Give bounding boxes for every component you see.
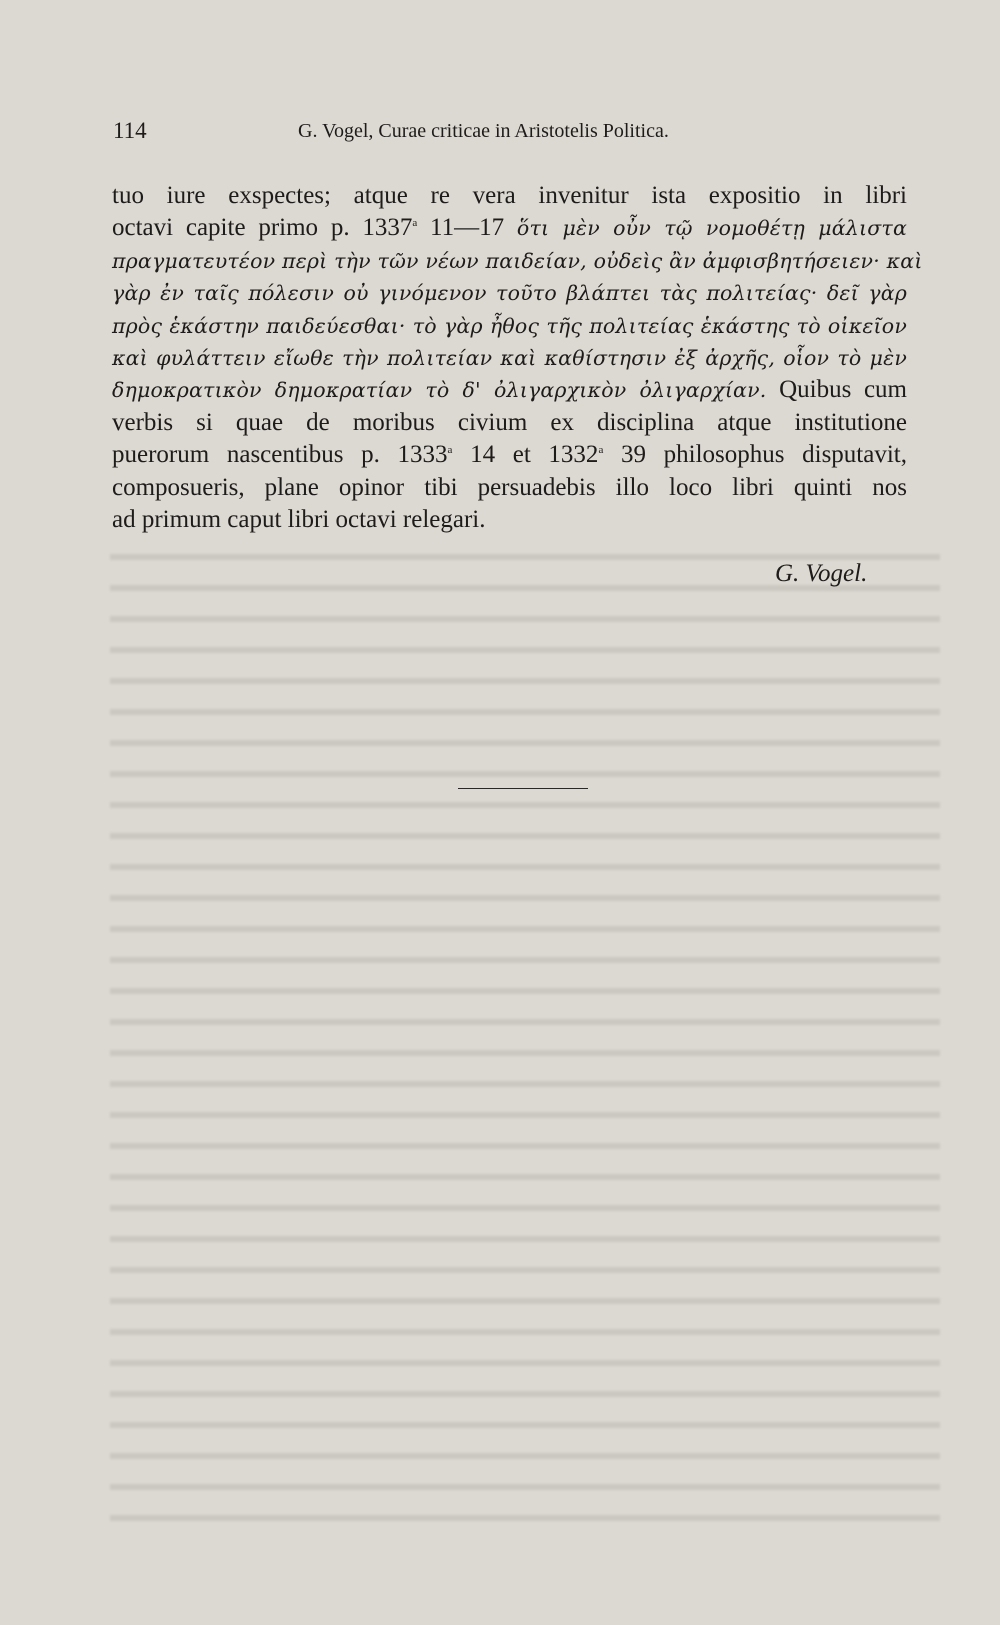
superscript: a (412, 217, 418, 230)
text-line (112, 342, 907, 374)
greek-quotation: καὶ φυλάττειν εἴωθε τὴν πολιτείαν καὶ καθίστησιν ἐξ ἀρχῆς, οἷον τὸ μὲν (112, 346, 907, 371)
text-line (112, 472, 907, 504)
superscript: a (447, 444, 453, 457)
latin-text: Quibus cum (766, 376, 907, 404)
bleed-through-texture (110, 540, 940, 1540)
text-line (112, 407, 907, 439)
latin-text: puerorum nascentibus p. 1333 (112, 441, 448, 469)
closing-rule (458, 788, 588, 789)
text-line (112, 245, 923, 277)
latin-text: tuo iure exspectes; atque re vera invenitur ista expositio in libri (112, 182, 907, 209)
superscript: a (598, 444, 604, 457)
text-line (112, 439, 907, 471)
latin-text: verbis si quae de moribus civium ex disciplina atque institutione (112, 408, 907, 436)
latin-text: octavi capite primo p. 1337 (112, 214, 413, 242)
author-signature: G. Vogel. (775, 560, 868, 587)
body-text (112, 180, 923, 536)
greek-quotation: πραγματευτέον περὶ τὴν τῶν νέων παιδείαν, οὐδεὶς ἂν ἀμφισβητήσειεν· καὶ (112, 248, 923, 273)
page-header (113, 118, 893, 152)
greek-quotation: ὅτι μὲν οὖν τῷ νομοθέτῃ μάλιστα (516, 216, 907, 241)
greek-quotation: δημοκρατικὸν δημοκρατίαν τὸ δ' ὀλιγαρχικὸν ὀλιγαρχίαν. (112, 378, 767, 403)
text-line (112, 212, 907, 244)
latin-text: 39 philosophus disputavit, (603, 441, 907, 469)
text-line (112, 180, 907, 212)
latin-text: ad primum caput libri octavi relegari. (112, 506, 486, 534)
greek-quotation: πρὸς ἑκάστην παιδεύεσθαι· τὸ γὰρ ἦθος τῆς πολιτείας ἑκάστης τὸ οἰκεῖον (112, 313, 907, 338)
text-line (112, 504, 907, 536)
greek-quotation: γὰρ ἐν ταῖς πόλεσιν οὐ γινόμενον τοῦτο βλάπτει τὰς πολιτείας· δεῖ γὰρ (112, 281, 907, 306)
latin-text: composueris, plane opinor tibi persuadebis illo loco libri quinti nos (112, 473, 907, 501)
latin-text: 14 et 1332 (452, 441, 599, 469)
text-line (112, 374, 907, 406)
running-title: G. Vogel, Curae criticae in Aristotelis Politica. (298, 120, 669, 142)
text-line (112, 277, 907, 309)
page-number: 114 (113, 118, 147, 143)
latin-text: 11—17 (417, 214, 517, 242)
text-line (112, 310, 907, 342)
